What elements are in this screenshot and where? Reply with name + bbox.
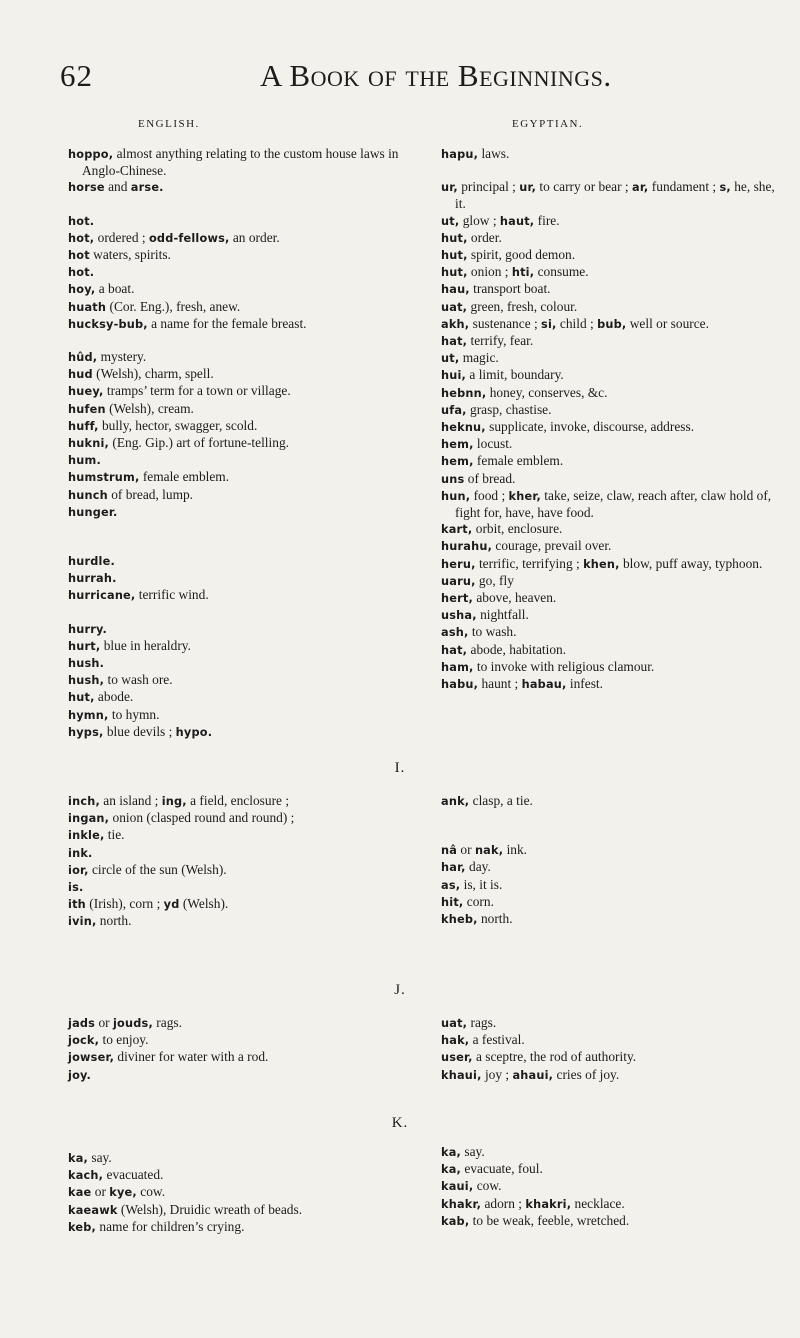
entry: hunger. <box>68 505 118 519</box>
entry: joy. <box>68 1068 92 1082</box>
entry: inkle, tie. <box>68 827 125 843</box>
entry: hûd, mystery. <box>68 349 147 365</box>
page-number: 62 <box>60 58 93 93</box>
entry: hush. <box>68 657 105 671</box>
entry: hukni, (Eng. Gip.) art of fortune-telling. <box>68 435 289 451</box>
entry: ut, glow ; haut, fire. <box>441 212 560 228</box>
entry: hau, transport boat. <box>441 281 551 297</box>
entry: ufa, grasp, chastise. <box>441 401 552 417</box>
entry: hit, corn. <box>441 893 494 909</box>
entry: kab, to be weak, feeble, wretched. <box>441 1212 630 1228</box>
entry: ut, magic. <box>441 350 499 366</box>
entry: hui, a limit, boundary. <box>441 367 564 383</box>
entry: ith (Irish), corn ; yd (Welsh). <box>68 896 229 912</box>
entry: ur, principal ; ur, to carry or bear ; ar, fundament ; s, he, she, it. <box>441 179 775 212</box>
entry: hucksy-bub, a name for the female breast. <box>68 315 307 331</box>
entry: hunch of bread, lump. <box>68 486 194 502</box>
entry: hymn, to hymn. <box>68 706 160 722</box>
section-letter-j: J. <box>394 982 406 998</box>
entry: har, day. <box>441 859 491 875</box>
entry: habu, haunt ; habau, infest. <box>441 676 603 692</box>
entry: hush, to wash ore. <box>68 672 173 688</box>
section-h-egyptian-column <box>441 146 777 693</box>
entry: ka, evacuate, foul. <box>441 1161 543 1177</box>
entry: hot waters, spirits. <box>68 247 171 263</box>
entry: ham, to invoke with religious clamour. <box>441 658 655 674</box>
section-i-english-column <box>68 793 411 931</box>
entry: hud (Welsh), charm, spell. <box>68 366 214 382</box>
entry: humstrum, female emblem. <box>68 469 230 485</box>
entry: kaeawk (Welsh), Druidic wreath of beads. <box>68 1201 303 1217</box>
entry: horse and arse. <box>68 179 164 195</box>
entry: ingan, onion (clasped round and round) ; <box>68 810 295 826</box>
section-k-english-column <box>68 1150 411 1236</box>
entry: hut, spirit, good demon. <box>441 247 576 263</box>
entry: hoppo, almost anything relating to the custom house laws in Anglo-Chinese. <box>68 146 399 179</box>
entry: hyps, blue devils ; hypo. <box>68 723 213 739</box>
entry: ka, say. <box>441 1144 485 1159</box>
entry: jowser, diviner for water with a rod. <box>68 1049 269 1065</box>
column-heading-english: ENGLISH. <box>138 118 200 130</box>
entry: inch, an island ; ing, a field, enclosure ; <box>68 793 290 808</box>
section-h-english-column <box>68 146 411 741</box>
entry: kaui, cow. <box>441 1178 502 1194</box>
entry: uat, green, fresh, colour. <box>441 298 578 314</box>
entry: ior, circle of the sun (Welsh). <box>68 861 227 877</box>
entry: khakr, adorn ; khakri, necklace. <box>441 1195 625 1211</box>
entry: hem, female emblem. <box>441 453 564 469</box>
section-k-egyptian-column <box>441 1144 777 1230</box>
entry: jock, to enjoy. <box>68 1032 149 1048</box>
entry: hut, abode. <box>68 689 134 705</box>
entry: as, is, it is. <box>441 876 503 892</box>
entry: khaui, joy ; ahaui, cries of joy. <box>441 1066 620 1082</box>
entry: hut, onion ; hti, consume. <box>441 264 589 280</box>
entry: hurry. <box>68 622 108 636</box>
entry: hot, ordered ; odd-fellows, an order. <box>68 229 280 245</box>
entry: hot. <box>68 266 95 280</box>
entry: ank, clasp, a tie. <box>441 793 533 808</box>
entry: huath (Cor. Eng.), fresh, anew. <box>68 298 241 314</box>
entry: huey, tramps’ term for a town or village. <box>68 383 291 399</box>
entry: heknu, supplicate, invoke, discourse, address. <box>441 419 695 435</box>
entry: hurahu, courage, prevail over. <box>441 538 612 554</box>
entry: hot. <box>68 214 95 228</box>
section-j-egyptian-column <box>441 1015 777 1084</box>
entry: hurdle. <box>68 555 115 569</box>
entry: hurricane, terrific wind. <box>68 587 209 603</box>
entry: ivin, north. <box>68 913 132 929</box>
entry: kach, evacuated. <box>68 1167 164 1183</box>
entry: kart, orbit, enclosure. <box>441 521 563 537</box>
entry: ka, say. <box>68 1150 112 1165</box>
entry: hebnn, honey, conserves, &c. <box>441 384 608 400</box>
entry: hurt, blue in heraldry. <box>68 637 191 653</box>
entry: uaru, go, fly <box>441 572 514 588</box>
section-letter-i: I. <box>394 760 406 776</box>
entry: hut, order. <box>441 229 502 245</box>
entry: ash, to wash. <box>441 624 517 640</box>
entry: hufen (Welsh), cream. <box>68 400 194 416</box>
entry: akh, sustenance ; si, child ; bub, well or source. <box>441 315 709 331</box>
entry: hun, food ; kher, take, seize, claw, reach after, claw hold of, fight for, have, have food. <box>441 487 772 521</box>
entry: hak, a festival. <box>441 1032 525 1048</box>
running-title: A Book of the Beginnings. <box>260 58 612 93</box>
entry: hurrah. <box>68 572 117 586</box>
entry: hat, terrify, fear. <box>441 333 534 349</box>
entry: usha, nightfall. <box>441 607 529 623</box>
section-j-english-column <box>68 1015 411 1084</box>
section-letter-k: K. <box>391 1115 409 1131</box>
entry: hum. <box>68 454 101 468</box>
entry: uns of bread. <box>441 470 516 486</box>
entry: uat, rags. <box>441 1015 497 1030</box>
entry: keb, name for children’s crying. <box>68 1218 245 1234</box>
page-header <box>60 58 760 98</box>
entry: nâ or nak, ink. <box>441 842 528 858</box>
entry: heru, terrific, terrifying ; khen, blow, puff away, typhoon. <box>441 555 763 571</box>
entry: is. <box>68 881 84 895</box>
entry: hoy, a boat. <box>68 281 135 297</box>
entry: kheb, north. <box>441 911 513 927</box>
entry: jads or jouds, rags. <box>68 1015 182 1030</box>
entry: kae or kye, cow. <box>68 1184 166 1200</box>
entry: user, a sceptre, the rod of authority. <box>441 1049 637 1065</box>
entry: hert, above, heaven. <box>441 590 557 606</box>
entry: huff, bully, hector, swagger, scold. <box>68 417 258 433</box>
entry: hapu, laws. <box>441 146 510 161</box>
entry: ink. <box>68 846 93 860</box>
entry: hat, abode, habitation. <box>441 641 567 657</box>
column-heading-egyptian: EGYPTIAN. <box>512 118 584 130</box>
entry: hem, locust. <box>441 436 513 452</box>
section-i-egyptian-column <box>441 793 777 928</box>
